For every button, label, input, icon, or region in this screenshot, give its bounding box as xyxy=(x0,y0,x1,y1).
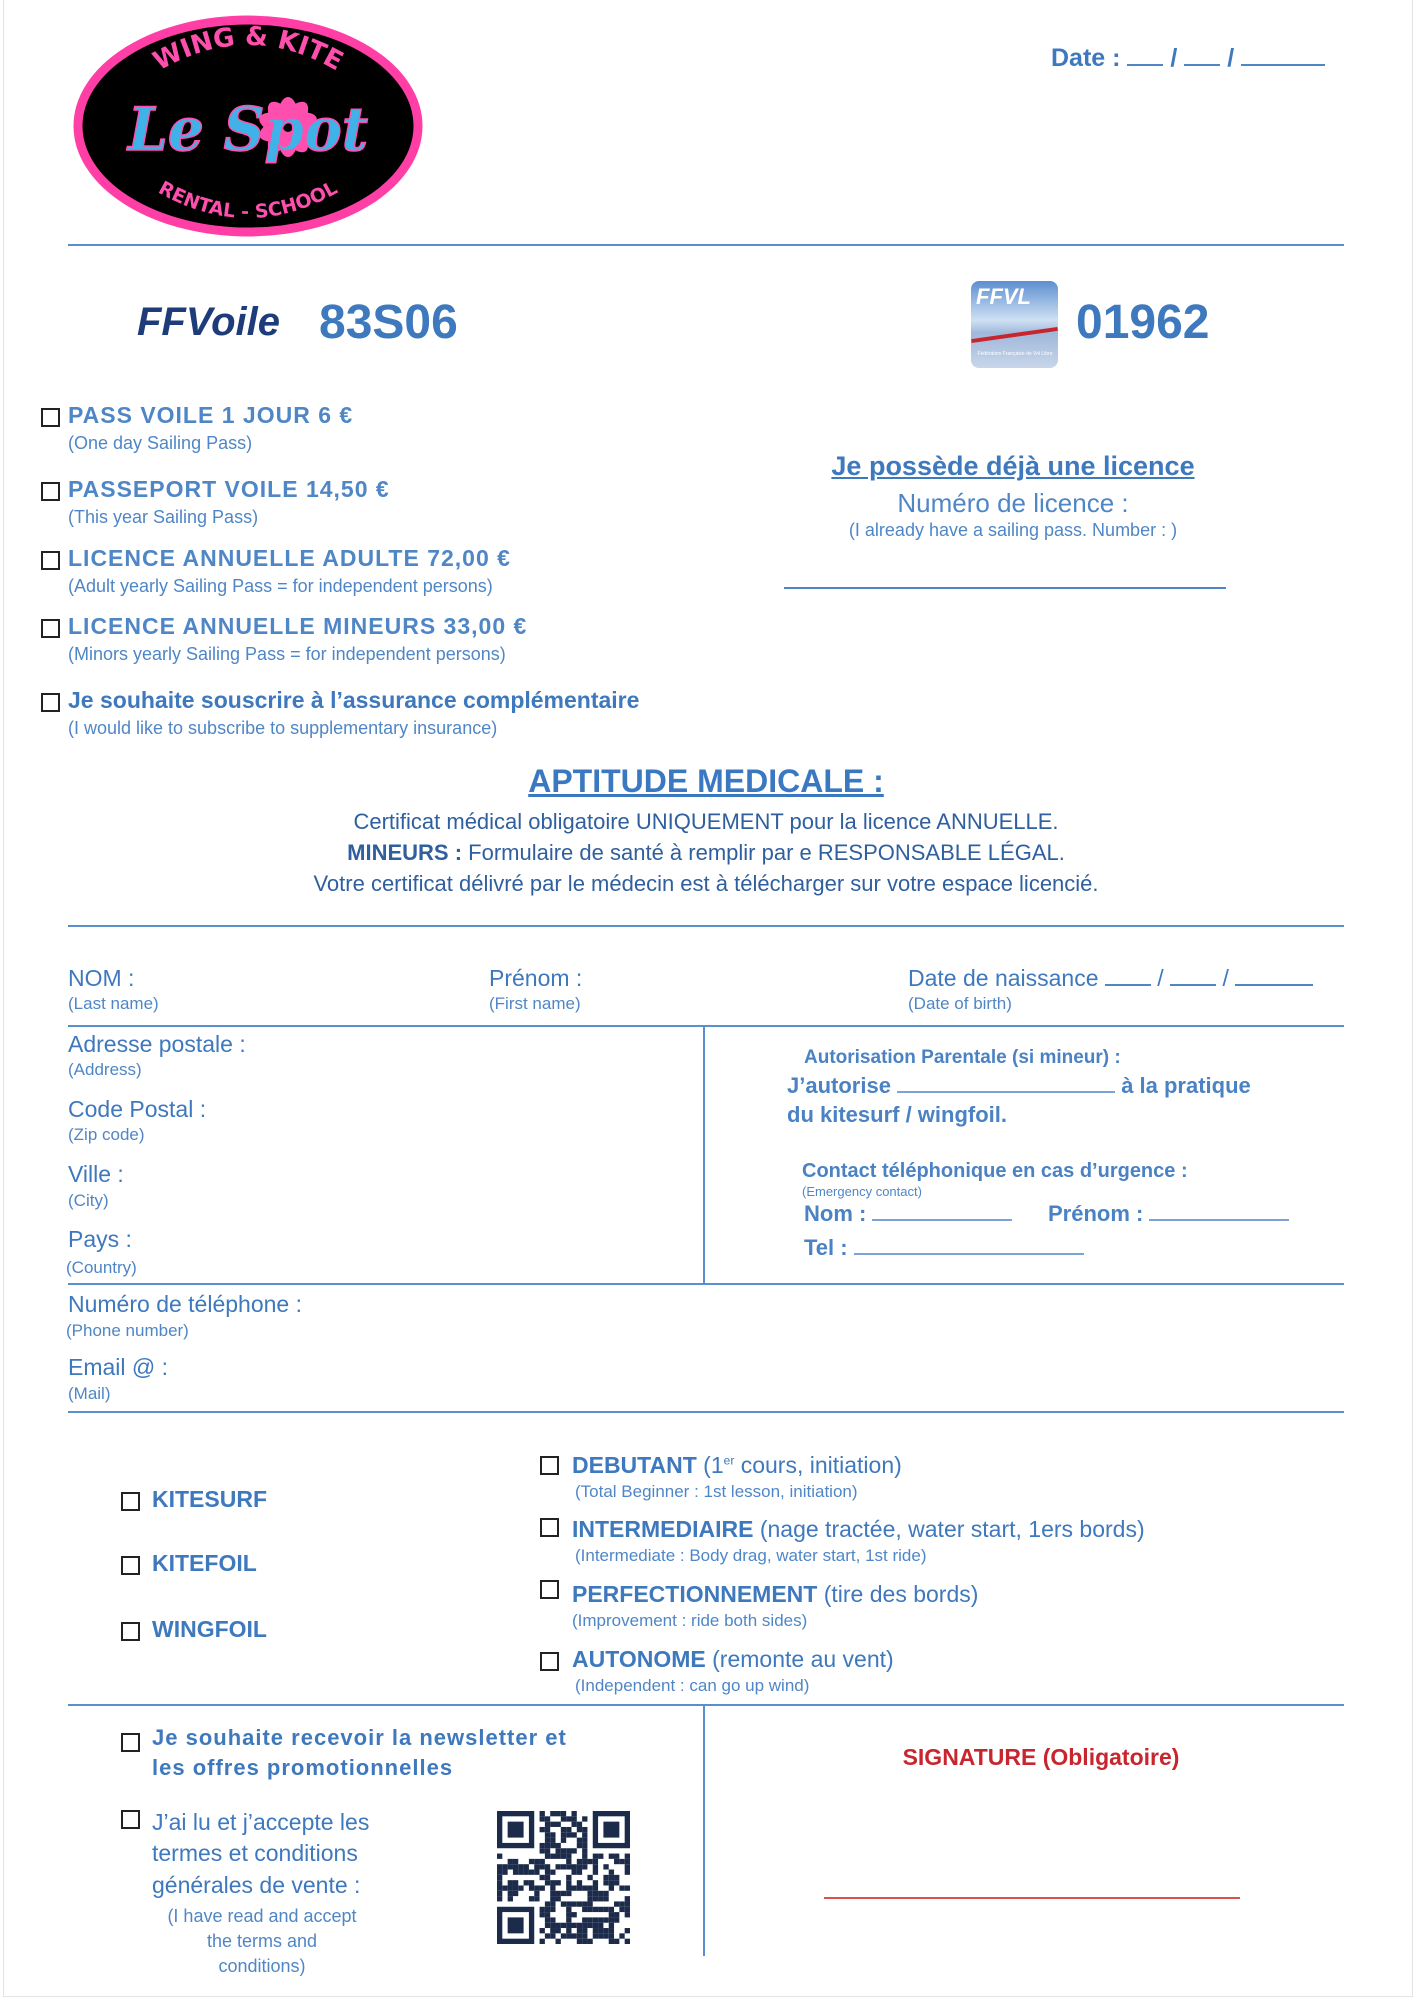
insurance-label: Je souhaite souscrire à l’assurance complémentaire xyxy=(68,687,640,713)
emergency-tel-field[interactable]: Tel : xyxy=(804,1236,1084,1261)
divider xyxy=(68,925,1344,927)
zip-sub: (Zip code) xyxy=(68,1125,145,1144)
address-sub: (Address) xyxy=(68,1060,142,1079)
terms-line-3: générales de vente : xyxy=(152,1872,361,1898)
intermediaire-label: INTERMEDIAIRE (nage tractée, water start, 1ers bords) xyxy=(572,1516,1145,1542)
terms-sub-1: (I have read and accept xyxy=(167,1906,357,1926)
insurance-checkbox[interactable] xyxy=(41,693,60,712)
phone-label: Numéro de téléphone : xyxy=(68,1291,302,1317)
wingfoil-label: WINGFOIL xyxy=(152,1616,267,1642)
svg-text:RENTAL - SCHOOL: RENTAL - SCHOOL xyxy=(154,177,342,224)
signature-label: SIGNATURE (Obligatoire) xyxy=(902,1744,1180,1770)
address-label: Adresse postale : xyxy=(68,1031,246,1057)
passeport-label: PASSEPORT VOILE 14,50 € xyxy=(68,476,390,502)
emergency-name-field[interactable]: Nom : xyxy=(804,1202,1012,1227)
insurance-sub: (I would like to subscribe to supplementary insurance) xyxy=(68,718,498,738)
city-label: Ville : xyxy=(68,1161,124,1187)
parental-line-2: du kitesurf / wingfoil. xyxy=(787,1102,1007,1127)
autonome-label: AUTONOME (remonte au vent) xyxy=(572,1646,894,1672)
country-label: Pays : xyxy=(68,1226,132,1252)
dob-field[interactable]: Date de naissance / / xyxy=(908,966,1313,992)
divider xyxy=(68,1411,1344,1413)
divider xyxy=(68,1283,1344,1285)
terms-sub-3: conditions) xyxy=(218,1956,306,1976)
email-label: Email @ : xyxy=(68,1354,169,1380)
email-sub: (Mail) xyxy=(68,1384,111,1403)
kitefoil-label: KITEFOIL xyxy=(152,1550,257,1576)
autonome-checkbox[interactable] xyxy=(540,1652,559,1671)
medical-line-2: MINEURS : Formulaire de santé à remplir par e RESPONSABLE LÉGAL. xyxy=(347,840,1065,865)
debutant-checkbox[interactable] xyxy=(540,1456,559,1475)
licence-number-sub: (I already have a sailing pass. Number : ) xyxy=(848,520,1178,540)
terms-sub-2: the terms and xyxy=(206,1931,318,1951)
ffvl-club-code: 01962 xyxy=(1076,296,1210,349)
dob-sub: (Date of birth) xyxy=(908,994,1012,1013)
licence-adulte-sub: (Adult yearly Sailing Pass = for independent persons) xyxy=(68,576,493,596)
newsletter-checkbox[interactable] xyxy=(121,1733,140,1752)
medical-line-1: Certificat médical obligatoire UNIQUEMENT pour la licence ANNUELLE. xyxy=(353,809,1059,834)
divider-vertical xyxy=(703,1025,705,1284)
kitesurf-checkbox[interactable] xyxy=(121,1492,140,1511)
pass-1-day-checkbox[interactable] xyxy=(41,408,60,427)
phone-sub: (Phone number) xyxy=(66,1321,189,1340)
licence-mineurs-sub: (Minors yearly Sailing Pass = for independent persons) xyxy=(68,644,506,664)
intermediaire-sub: (Intermediate : Body drag, water start, 1st ride) xyxy=(575,1546,927,1565)
prenom-sub: (First name) xyxy=(489,994,581,1013)
autonome-sub: (Independent : can go up wind) xyxy=(575,1676,810,1695)
kitesurf-label: KITESURF xyxy=(152,1486,267,1512)
licence-title: Je possède déjà une licence xyxy=(831,451,1195,481)
terms-line-2: termes et conditions xyxy=(152,1840,358,1866)
perfectionnement-sub: (Improvement : ride both sides) xyxy=(572,1611,808,1630)
terms-line-1: J’ai lu et j’accepte les xyxy=(152,1809,370,1835)
newsletter-line-1: Je souhaite recevoir la newsletter et xyxy=(152,1725,567,1750)
pass-1-day-label: PASS VOILE 1 JOUR 6 € xyxy=(68,402,354,428)
licence-mineurs-label: LICENCE ANNUELLE MINEURS 33,00 € xyxy=(68,613,528,639)
divider xyxy=(68,1704,1344,1706)
parental-authorize[interactable]: J’autorise à la pratique xyxy=(787,1073,1251,1098)
debutant-sub: (Total Beginner : 1st lesson, initiation) xyxy=(575,1482,858,1501)
licence-adulte-label: LICENCE ANNUELLE ADULTE 72,00 € xyxy=(68,545,511,571)
divider-vertical xyxy=(703,1704,705,1956)
ffvoile-logo: FFVoile xyxy=(137,300,280,344)
date-label: Date : xyxy=(1051,44,1121,72)
divider xyxy=(68,1025,1344,1027)
le-spot-logo xyxy=(73,15,423,237)
pass-1-day-sub: (One day Sailing Pass) xyxy=(68,433,253,453)
perfectionnement-label: PERFECTIONNEMENT (tire des bords) xyxy=(572,1581,979,1607)
nom-label: NOM : xyxy=(68,965,135,991)
emergency-firstname-field[interactable]: Prénom : xyxy=(1048,1202,1289,1227)
licence-adulte-checkbox[interactable] xyxy=(41,551,60,570)
passeport-checkbox[interactable] xyxy=(41,482,60,501)
svg-text:Le Spot: Le Spot xyxy=(126,95,369,165)
emergency-sub: (Emergency contact) xyxy=(802,1184,922,1199)
qr-code[interactable] xyxy=(497,1811,630,1944)
date-field[interactable]: Date : / / xyxy=(1051,44,1325,72)
newsletter-line-2: les offres promotionnelles xyxy=(152,1755,454,1780)
kitefoil-checkbox[interactable] xyxy=(121,1556,140,1575)
perfectionnement-checkbox[interactable] xyxy=(540,1580,559,1599)
prenom-label: Prénom : xyxy=(489,965,583,991)
city-sub: (City) xyxy=(68,1191,109,1210)
svg-text:WING & KITE: WING & KITE xyxy=(148,21,348,78)
debutant-label: DEBUTANT (1er cours, initiation) xyxy=(572,1452,902,1478)
terms-checkbox[interactable] xyxy=(121,1810,140,1829)
parental-title: Autorisation Parentale (si mineur) : xyxy=(804,1047,1121,1068)
divider xyxy=(68,244,1344,246)
ffvl-logo: FFVL Fédération Française de Vol Libre xyxy=(971,281,1058,368)
country-sub: (Country) xyxy=(66,1258,137,1277)
signature-line[interactable] xyxy=(824,1897,1240,1899)
passeport-sub: (This year Sailing Pass) xyxy=(68,507,259,527)
emergency-title: Contact téléphonique en cas d’urgence : xyxy=(802,1160,1188,1182)
licence-number-label: Numéro de licence : xyxy=(897,488,1129,518)
nom-sub: (Last name) xyxy=(68,994,159,1013)
licence-mineurs-checkbox[interactable] xyxy=(41,619,60,638)
zip-label: Code Postal : xyxy=(68,1096,207,1122)
wingfoil-checkbox[interactable] xyxy=(121,1622,140,1641)
medical-title: APTITUDE MEDICALE : xyxy=(528,763,884,799)
medical-line-3: Votre certificat délivré par le médecin est à télécharger sur votre espace licencié. xyxy=(313,871,1099,896)
intermediaire-checkbox[interactable] xyxy=(540,1518,559,1537)
licence-number-input[interactable] xyxy=(784,587,1226,589)
ffvoile-club-code: 83S06 xyxy=(319,296,458,349)
